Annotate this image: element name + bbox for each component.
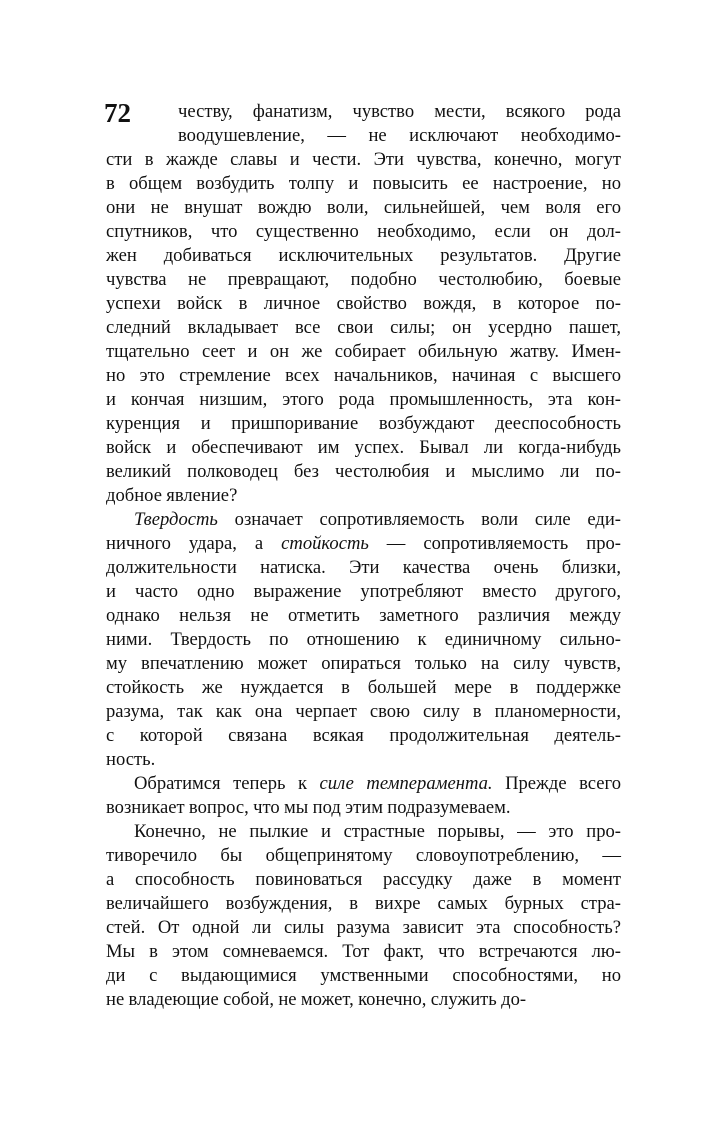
paragraph	[106, 772, 621, 820]
text-line: Конечно, не пылкие и страстные порывы, — это про-	[134, 821, 621, 842]
text-line: Мы в этом сомневаемся. Тот факт, что встречаются лю-	[106, 941, 621, 962]
text-line: войск и обеспечивают им успех. Бывал ли когда-нибудь	[106, 437, 621, 458]
text-line: стойкость же нуждается в большей мере в поддержке	[106, 677, 621, 698]
text-line: стей. От одной ли силы разума зависит эта способность?	[106, 917, 621, 938]
text-line: следний вкладывает все свои силы; он усердно пашет,	[106, 317, 621, 338]
body-text	[106, 100, 621, 1012]
text-line: они не внушат вождю воли, сильнейшей, чем воля его	[106, 197, 621, 218]
paragraph	[106, 820, 621, 1012]
text-line: великий полководец без честолюбия и мыслимо ли по-	[106, 461, 621, 482]
text-line: воодушевление, — не исключают необходимо-	[178, 125, 621, 146]
text-line: му впечатлению может опираться только на силу чувств,	[106, 653, 621, 674]
text-line: в общем возбудить толпу и повысить ее настроение, но	[106, 173, 621, 194]
paragraph	[106, 100, 621, 508]
text-line: ничного удара, а стойкость — сопротивляемость про-	[106, 533, 621, 554]
text-line: и часто одно выражение употребляют вместо другого,	[106, 581, 621, 602]
text-line: добное явление?	[106, 485, 238, 506]
text-line: с которой связана всякая продолжительная деятель-	[106, 725, 621, 746]
text-line: величайшего возбуждения, в вихре самых бурных стра-	[106, 893, 621, 914]
italic-term: силе темперамента.	[319, 773, 493, 794]
text-line: успехи войск в личное свойство вождя, в которое по-	[106, 293, 621, 314]
text-line: сти в жажде славы и чести. Эти чувства, конечно, могут	[106, 149, 621, 170]
paragraph	[106, 508, 621, 772]
text-line: тиворечило бы общепринятому словоупотреблению, —	[106, 845, 621, 866]
text-line: не владеющие собой, не может, конечно, служить до-	[106, 989, 527, 1010]
italic-term: Твердость	[134, 509, 218, 530]
text-line: куренция и пришпоривание возбуждают дееспособность	[106, 413, 621, 434]
text-line: чувства не превращают, подобно честолюбию, боевые	[106, 269, 621, 290]
page-number: 72	[104, 98, 131, 128]
text-line: а способность повиноваться рассудку даже в момент	[106, 869, 621, 890]
text-line: ними. Твердость по отношению к единичному сильно-	[106, 629, 621, 650]
text-line: разума, так как она черпает свою силу в планомерности,	[106, 701, 621, 722]
text-line: ди с выдающимися умственными способностями, но	[106, 965, 621, 986]
text-line: Обратимся теперь к силе темперамента. Прежде всего	[134, 773, 621, 794]
italic-term: стойкость	[281, 533, 369, 554]
text-line: должительности натиска. Эти качества очень близки,	[106, 557, 621, 578]
text-line: однако нельзя не отметить заметного различия между	[106, 605, 621, 626]
text-line: ность.	[106, 749, 156, 770]
text-line: возникает вопрос, что мы под этим подразумеваем.	[106, 797, 511, 818]
text-line: тщательно сеет и он же собирает обильную жатву. Имен-	[106, 341, 621, 362]
text-line: но это стремление всех начальников, начиная с высшего	[106, 365, 621, 386]
text-line: Твердость означает сопротивляемость воли силе еди-	[134, 509, 621, 530]
text-line: жен добиваться исключительных результатов. Другие	[106, 245, 621, 266]
text-line: честву, фанатизм, чувство мести, всякого рода	[178, 101, 621, 122]
text-line: и кончая низшим, этого рода промышленность, эта кон-	[106, 389, 621, 410]
text-line: спутников, что существенно необходимо, если он дол-	[106, 221, 621, 242]
